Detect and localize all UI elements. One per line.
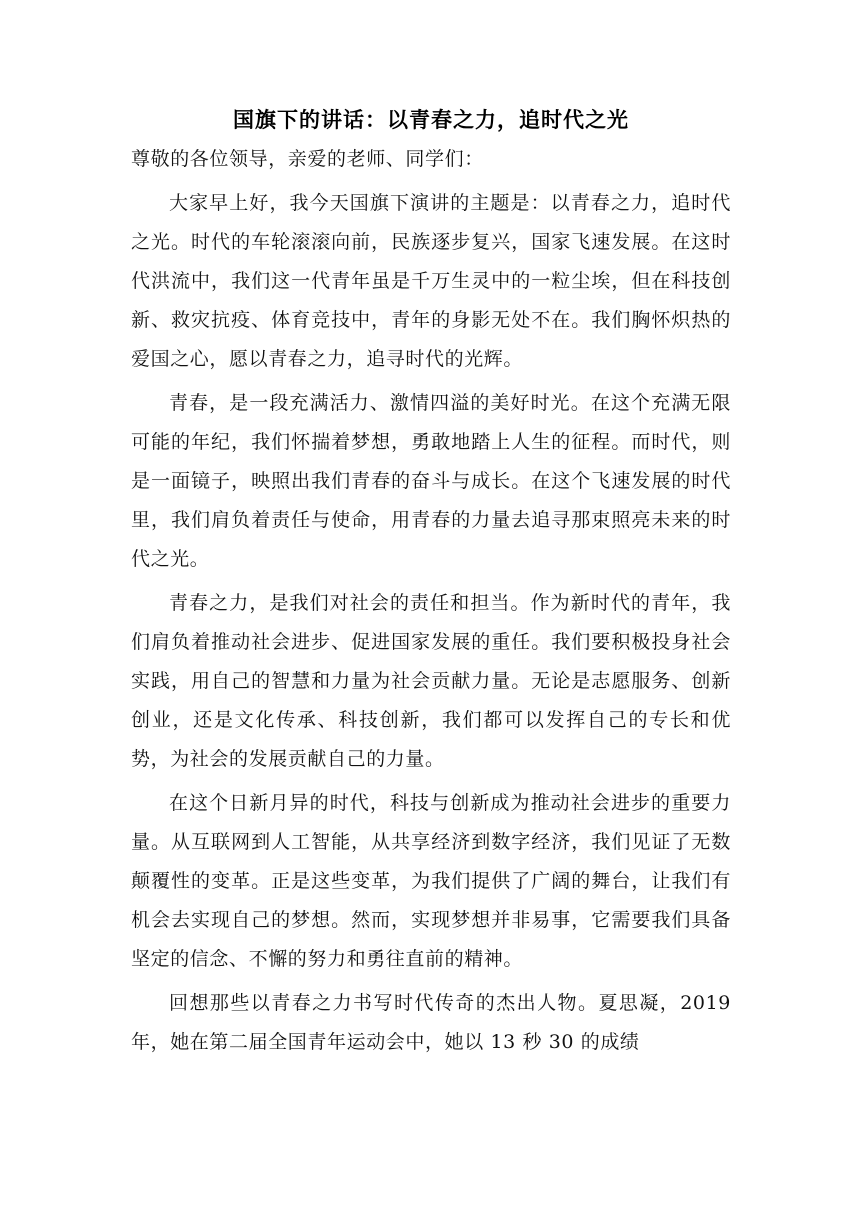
salutation: 尊敬的各位领导，亲爱的老师、同学们： — [131, 148, 484, 170]
paragraph-4: 在这个日新月异的时代，科技与创新成为推动社会进步的重要力量。从互联网到人工智能，从共享经济到数字经济，我们见证了无数颠覆性的变革。正是这些变革，为我们提供了广阔的舞台，让我们有机会去实现自己的梦想。然而，实现梦想并非易事，它需要我们具备坚定的信念、不懈的努力和勇往直前的精神。 — [131, 792, 731, 970]
document-body — [131, 100, 731, 1067]
paragraph-1: 大家早上好，我今天国旗下演讲的主题是：以青春之力，追时代之光。时代的车轮滚滚向前，民族逐步复兴，国家飞速发展。在这时代洪流中，我们这一代青年虽是千万生灵中的一粒尘埃，但在科技创新、救灾抗疫、体育竞技中，青年的身影无处不在。我们胸怀炽热的爱国之心，愿以青春之力，追寻时代的光辉。 — [131, 192, 731, 370]
paragraph-2: 青春，是一段充满活力、激情四溢的美好时光。在这个充满无限可能的年纪，我们怀揣着梦想，勇敢地踏上人生的征程。而时代，则是一面镜子，映照出我们青春的奋斗与成长。在这个飞速发展的时代里，我们肩负着责任与使命，用青春的力量去追寻那束照亮未来的时代之光。 — [131, 392, 731, 570]
document-title: 国旗下的讲话：以青春之力，追时代之光 — [233, 108, 629, 132]
paragraph-5: 回想那些以青春之力书写时代传奇的杰出人物。夏思凝，2019 年，她在第二届全国青年运动会中，她以 13 秒 30 的成绩 — [131, 992, 731, 1053]
paragraph-3: 青春之力，是我们对社会的责任和担当。作为新时代的青年，我们肩负着推动社会进步、促进国家发展的重任。我们要积极投身社会实践，用自己的智慧和力量为社会贡献力量。无论是志愿服务、创新创业，还是文化传承、科技创新，我们都可以发挥自己的专长和优势，为社会的发展贡献自己的力量。 — [131, 592, 731, 770]
